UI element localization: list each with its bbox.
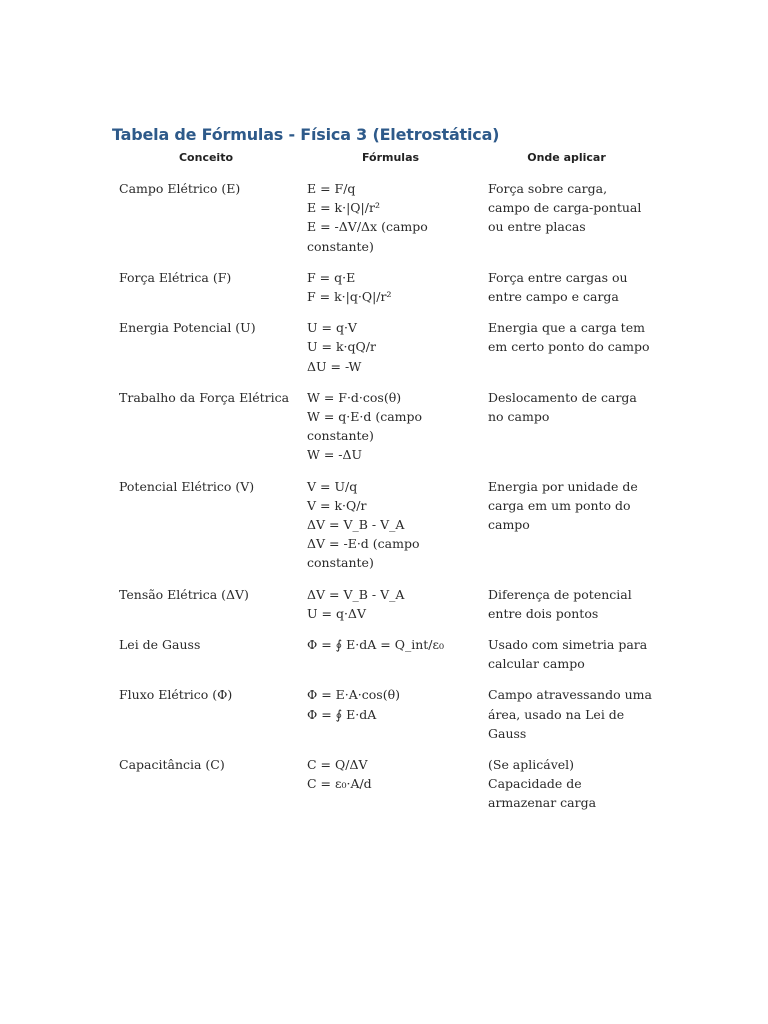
formula-line: Φ = E·A·cos(θ) [307,687,400,703]
header-application: Onde aplicar [527,151,606,164]
table-header-row [112,149,652,179]
formula-line: ΔU = -W [307,358,362,374]
application-cell: Deslocamento de carga no campo [488,389,637,425]
formulas-cell [300,755,481,825]
application-cell: Força entre cargas ou entre campo e carga [488,269,628,305]
formula-line: V = k·Q/r [307,497,367,513]
concept-cell: Lei de Gauss [119,637,201,653]
application-cell: Diferença de potencial entre dois pontos [488,586,632,621]
application-cell: Energia que a carga tem em certo ponto do campo [488,320,650,355]
table-row [112,685,652,755]
table-body [112,179,652,825]
table-row [112,179,652,268]
table-row [112,635,652,685]
formula-line: F = k·|q·Q|/r² [307,289,392,305]
formula-line: E = k·|Q|/r² [307,200,380,216]
formula-line: Φ = ∮ E·dA [307,706,377,722]
formula-line: U = k·qQ/r [307,339,376,355]
formula-line: C = Q/ΔV [307,757,368,773]
formula-line: ΔV = V_B - V_A [307,517,405,533]
table-row [112,755,652,825]
table-row [112,477,652,585]
formula-line: constante) [307,555,374,571]
concept-cell: Potencial Elétrico (V) [119,478,255,494]
document-page [112,124,652,825]
formula-line: E = F/q [307,181,356,196]
formula-line: C = ε₀·A/d [307,776,372,792]
formulas-cell [300,685,481,755]
application-cell: Energia por unidade de carga em um ponto do campo [488,478,638,533]
concept-cell: Capacitância (C) [119,757,225,773]
formula-line: W = q·E·d (campo [307,409,423,425]
header-concept: Conceito [178,151,234,164]
table-row [112,268,652,318]
formula-line: W = -ΔU [307,447,363,463]
formulas-cell [300,388,481,477]
table-row [112,388,652,477]
formula-line: ΔV = -E·d (campo [307,536,420,552]
formula-line: W = F·d·cos(θ) [307,389,402,405]
formulas-cell [300,635,481,685]
concept-cell: Campo Elétrico (E) [119,181,241,196]
formula-line: U = q·ΔV [307,605,366,621]
concept-cell: Fluxo Elétrico (Φ) [119,687,233,703]
application-cell: (Se aplicável) Capacidade de armazenar carga [488,757,597,811]
application-cell: Campo atravessando uma área, usado na Lei de Gauss [488,687,652,741]
concept-cell: Energia Potencial (U) [119,320,256,336]
formulas-cell [300,268,481,318]
concept-cell: Tensão Elétrica (ΔV) [119,586,249,602]
formula-line: U = q·V [307,320,357,336]
table-row [112,585,652,635]
formula-line: constante) [307,238,374,254]
formula-line: Φ = ∮ E·dA = Q_int/ε₀ [307,637,444,653]
formula-line: ΔV = V_B - V_A [307,586,405,602]
concept-cell: Força Elétrica (F) [119,269,232,285]
formulas-table [112,149,652,825]
header-formulas: Fórmulas [361,151,420,164]
document-title: Tabela de Fórmulas - Física 3 (Eletrostática) [112,125,500,144]
formulas-cell [300,179,481,268]
formulas-cell [300,318,481,388]
application-cell: Usado com simetria para calcular campo [488,637,648,672]
formula-line: constante) [307,428,374,444]
formulas-cell [300,585,481,635]
formula-line: E = -ΔV/Δx (campo [307,219,428,235]
formulas-cell [300,477,481,585]
application-cell: Força sobre carga, campo de carga-pontual ou entre placas [488,181,642,235]
concept-cell: Trabalho da Força Elétrica [119,389,290,405]
table-row [112,318,652,388]
formula-line: V = U/q [307,478,358,494]
formula-line: F = q·E [307,269,356,285]
